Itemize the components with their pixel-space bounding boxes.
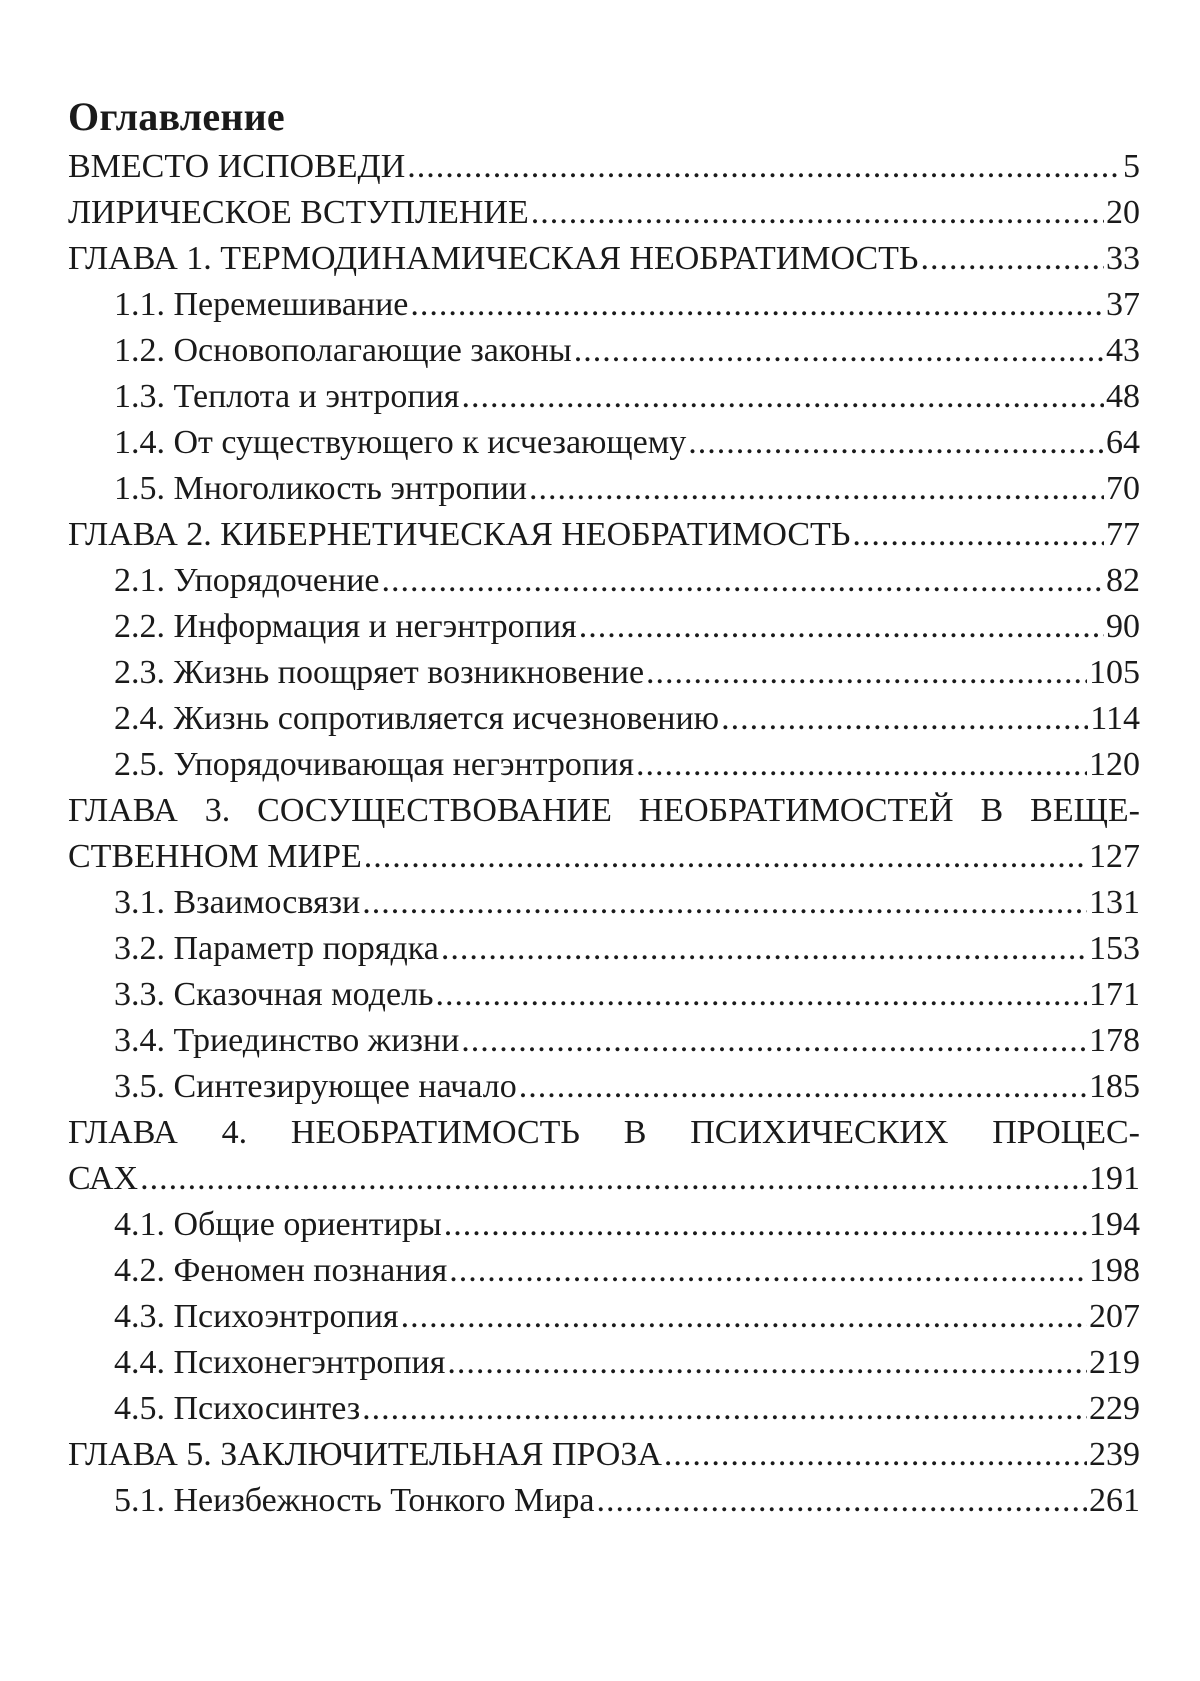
toc-entry-page: 48 [1106, 378, 1140, 415]
toc-entry-label: 4.2. Феномен познания [114, 1252, 448, 1289]
toc-entry-page: 178 [1089, 1022, 1140, 1059]
toc-entry-page: 77 [1106, 516, 1140, 553]
toc-entry-section-2-2[interactable] [68, 604, 1140, 650]
toc-list [68, 144, 1140, 1524]
toc-entry-label: 1.5. Многоликость энтропии [114, 470, 527, 507]
toc-entry-page: 207 [1089, 1298, 1140, 1335]
toc-entry-label: 4.5. Психосинтез [114, 1390, 361, 1427]
toc-entry-label: 3.4. Триединство жизни [114, 1022, 460, 1059]
page-title: Оглавление [68, 94, 285, 139]
toc-entry-page: 131 [1089, 884, 1140, 921]
toc-entry-section-4-2[interactable] [68, 1248, 1140, 1294]
toc-entry-label: 2.1. Упорядочение [114, 562, 380, 599]
toc-entry-label: 1.3. Теплота и энтропия [114, 378, 460, 415]
toc-entry-label: 4.3. Психоэнтропия [114, 1298, 399, 1335]
toc-entry-label: 2.5. Упорядочивающая негэнтропия [114, 746, 634, 783]
dot-leader [920, 236, 1104, 282]
toc-entry-page: 153 [1089, 930, 1140, 967]
dot-leader [529, 466, 1104, 512]
dot-leader [449, 1248, 1087, 1294]
dot-leader [852, 512, 1104, 558]
toc-entry-label: 5.1. Неизбежность Тонкого Мира [114, 1482, 595, 1519]
toc-entry-label: САХ [68, 1160, 139, 1197]
toc-entry-section-3-5[interactable] [68, 1064, 1140, 1110]
dot-leader [574, 328, 1104, 374]
dot-leader [519, 1064, 1087, 1110]
toc-entry-page: 5 [1123, 148, 1140, 185]
toc-entry-page: 114 [1090, 700, 1140, 737]
dot-leader [447, 1340, 1087, 1386]
toc-entry-section-3-3[interactable] [68, 972, 1140, 1018]
toc-entry-page: 185 [1089, 1068, 1140, 1105]
toc-entry-label: 1.1. Перемешивание [114, 286, 409, 323]
toc-entry-page: 70 [1106, 470, 1140, 507]
toc-entry-page: 64 [1106, 424, 1140, 461]
toc-entry-page: 198 [1089, 1252, 1140, 1289]
toc-entry-label: 1.4. От существующего к исчезающему [114, 424, 687, 461]
toc-entry-label: СТВЕННОМ МИРЕ [68, 838, 362, 875]
toc-entry-label: 3.5. Синтезирующее начало [114, 1068, 517, 1105]
toc-entry-section-3-2[interactable] [68, 926, 1140, 972]
toc-entry-label: 3.3. Сказочная модель [114, 976, 434, 1013]
toc-entry-page: 105 [1089, 654, 1140, 691]
dot-leader [636, 742, 1087, 788]
dot-leader [362, 880, 1087, 926]
toc-entry-page: 239 [1089, 1436, 1140, 1473]
toc-entry-liricheskoe-vstuplenie[interactable] [68, 190, 1140, 236]
toc-entry-section-4-5[interactable] [68, 1386, 1140, 1432]
toc-entry-chapter-4[interactable] [68, 1110, 1140, 1202]
toc-entry-section-2-3[interactable] [68, 650, 1140, 696]
toc-entry-page: 120 [1089, 746, 1140, 783]
toc-entry-label: ЛИРИЧЕСКОЕ ВСТУПЛЕНИЕ [68, 194, 529, 231]
toc-entry-label: ГЛАВА 5. ЗАКЛЮЧИТЕЛЬНАЯ ПРОЗА [68, 1436, 662, 1473]
toc-entry-label: 3.1. Взаимосвязи [114, 884, 361, 921]
dot-leader [646, 650, 1087, 696]
toc-entry-page: 82 [1106, 562, 1140, 599]
toc-entry-page: 90 [1106, 608, 1140, 645]
toc-entry-page: 261 [1089, 1482, 1140, 1519]
toc-entry-section-1-5[interactable] [68, 466, 1140, 512]
toc-entry-label-line1: ГЛАВА 4. НЕОБРАТИМОСТЬ В ПСИХИЧЕСКИХ ПРОЦЕС- [68, 1114, 1140, 1151]
dot-leader [664, 1432, 1087, 1478]
toc-entry-section-4-1[interactable] [68, 1202, 1140, 1248]
dot-leader [579, 604, 1104, 650]
toc-entry-page: 194 [1089, 1206, 1140, 1243]
toc-entry-page: 37 [1106, 286, 1140, 323]
toc-entry-label: 2.4. Жизнь сопротивляется исчезновению [114, 700, 720, 737]
dot-leader [721, 696, 1088, 742]
toc-entry-label: 4.1. Общие ориентиры [114, 1206, 442, 1243]
toc-entry-section-2-5[interactable] [68, 742, 1140, 788]
toc-entry-label: 2.2. Информация и негэнтропия [114, 608, 577, 645]
toc-entry-chapter-2[interactable] [68, 512, 1140, 558]
dot-leader [401, 1294, 1087, 1340]
toc-entry-page: 229 [1089, 1390, 1140, 1427]
dot-leader [688, 420, 1104, 466]
toc-entry-label: ВМЕСТО ИСПОВЕДИ [68, 148, 406, 185]
toc-entry-label: 1.2. Основополагающие законы [114, 332, 572, 369]
dot-leader [382, 558, 1104, 604]
toc-entry-section-1-2[interactable] [68, 328, 1140, 374]
toc-entry-section-3-1[interactable] [68, 880, 1140, 926]
toc-entry-label: 2.3. Жизнь поощряет возникновение [114, 654, 645, 691]
dot-leader [140, 1156, 1087, 1202]
toc-entry-section-3-4[interactable] [68, 1018, 1140, 1064]
toc-entry-section-1-4[interactable] [68, 420, 1140, 466]
toc-entry-section-1-1[interactable] [68, 282, 1140, 328]
dot-leader [461, 1018, 1087, 1064]
toc-entry-page: 20 [1106, 194, 1140, 231]
dot-leader [461, 374, 1104, 420]
toc-entry-label: ГЛАВА 2. КИБЕРНЕТИЧЕСКАЯ НЕОБРАТИМОСТЬ [68, 516, 851, 553]
toc-entry-chapter-3[interactable] [68, 788, 1140, 880]
dot-leader [410, 282, 1104, 328]
dot-leader [362, 1386, 1087, 1432]
toc-page [68, 92, 1140, 1524]
toc-entry-section-4-4[interactable] [68, 1340, 1140, 1386]
toc-entry-section-4-3[interactable] [68, 1294, 1140, 1340]
toc-entry-label-line1: ГЛАВА 3. СОСУЩЕСТВОВАНИЕ НЕОБРАТИМОСТЕЙ В ВЕЩЕ- [68, 792, 1140, 829]
toc-entry-label: 4.4. Психонегэнтропия [114, 1344, 446, 1381]
toc-entry-page: 43 [1106, 332, 1140, 369]
toc-entry-section-1-3[interactable] [68, 374, 1140, 420]
toc-entry-page: 127 [1089, 838, 1140, 875]
toc-entry-chapter-5[interactable] [68, 1432, 1140, 1478]
toc-entry-line2 [68, 1156, 1140, 1202]
toc-entry-label: 3.2. Параметр порядка [114, 930, 439, 967]
toc-entry-page: 219 [1089, 1344, 1140, 1381]
toc-entry-label: ГЛАВА 1. ТЕРМОДИНАМИЧЕСКАЯ НЕОБРАТИМОСТЬ [68, 240, 919, 277]
toc-entry-page: 191 [1089, 1160, 1140, 1197]
toc-entry-page: 33 [1106, 240, 1140, 277]
dot-leader [597, 1478, 1087, 1524]
dot-leader [441, 926, 1087, 972]
toc-entry-line2 [68, 834, 1140, 880]
dot-leader [444, 1202, 1087, 1248]
dot-leader [364, 834, 1087, 880]
toc-entry-chapter-1[interactable] [68, 236, 1140, 282]
dot-leader [436, 972, 1087, 1018]
toc-entry-vmesto-ispovedi[interactable] [68, 144, 1140, 190]
dot-leader [407, 144, 1121, 190]
toc-entry-page: 171 [1089, 976, 1140, 1013]
toc-entry-section-5-1[interactable] [68, 1478, 1140, 1524]
dot-leader [531, 190, 1104, 236]
toc-entry-section-2-4[interactable] [68, 696, 1140, 742]
toc-entry-section-2-1[interactable] [68, 558, 1140, 604]
